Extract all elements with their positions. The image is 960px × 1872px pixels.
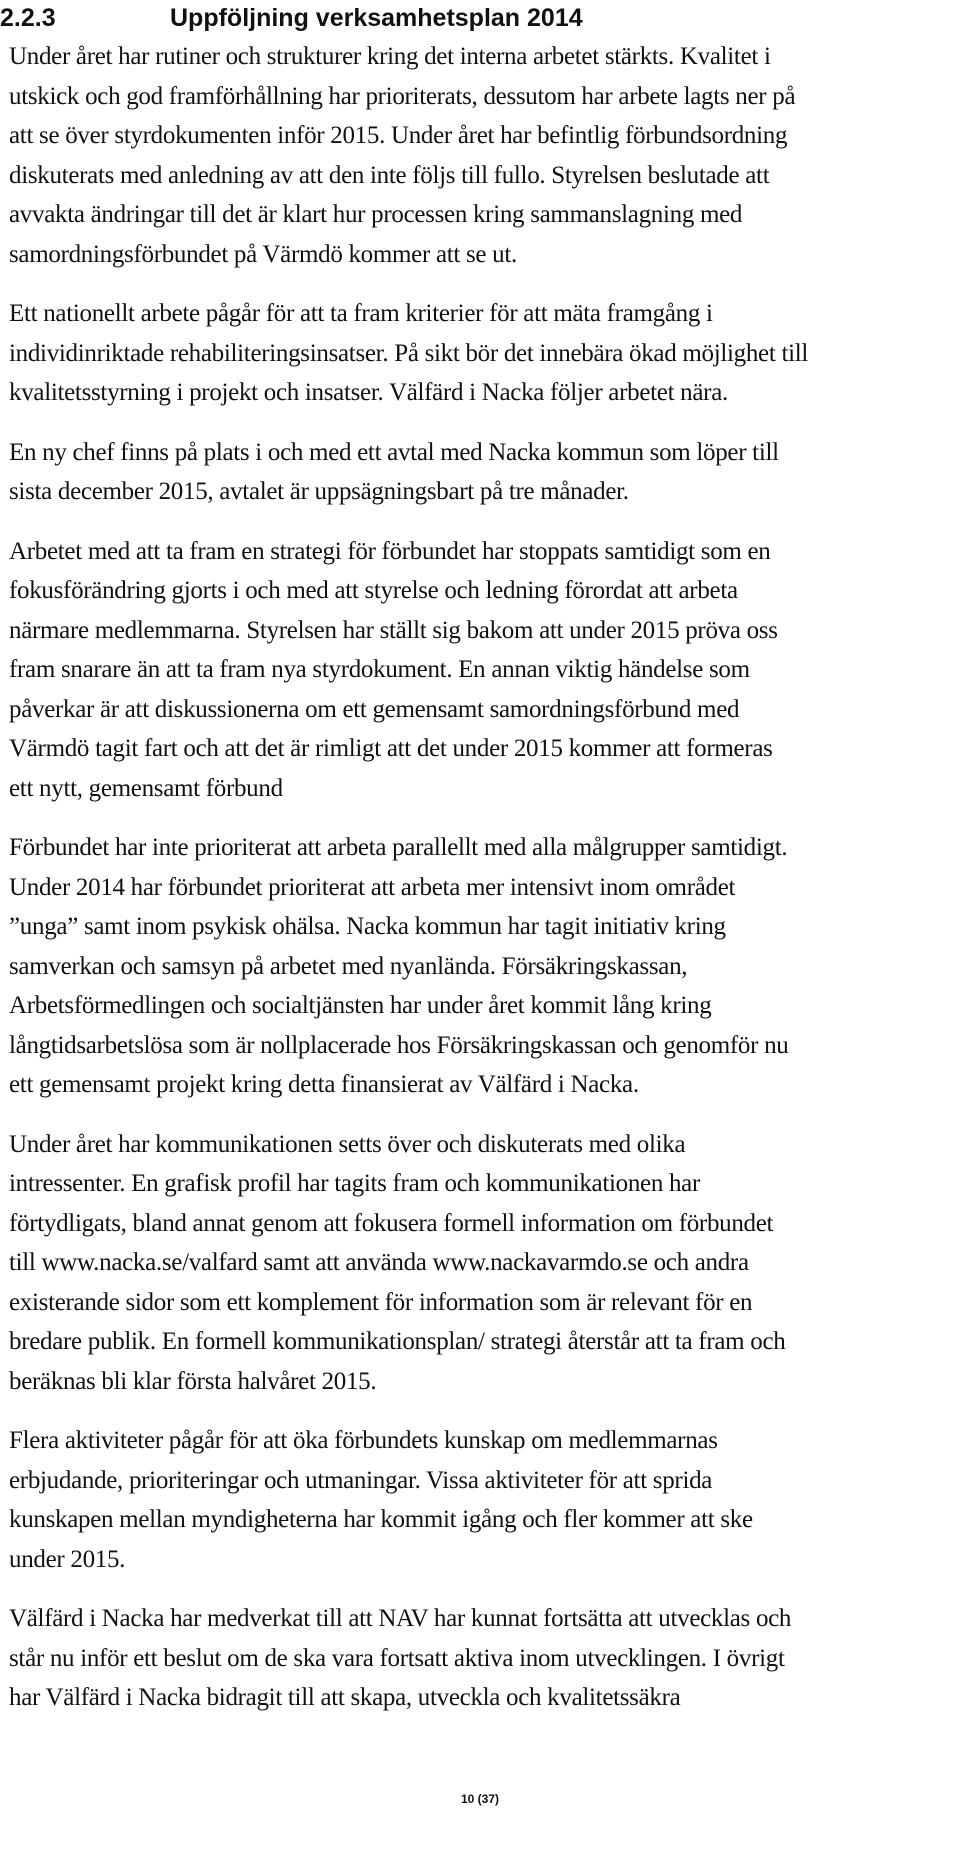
text-line: En ny chef finns på plats i och med ett avtal med Nacka kommun som löper till <box>9 438 779 466</box>
text-line: långtidsarbetslösa som är nollplacerade hos Försäkringskassan och genomför nu <box>9 1031 789 1059</box>
text-line: avvakta ändringar till det är klart hur processen kring sammanslagning med <box>9 201 743 228</box>
text-line: Flera aktiviteter pågår för att öka förbundets kunskap om medlemmarnas <box>9 1427 718 1454</box>
text-line: diskuterats med anledning av att den inte följs till fullo. Styrelsen beslutade att <box>9 161 770 189</box>
text-line: Under året har kommunikationen setts över och diskuterats med olika <box>9 1130 686 1158</box>
text-line: kvalitetsstyrning i projekt och insatser. Välfärd i Nacka följer arbetet nära. <box>9 379 728 406</box>
paragraph <box>9 294 954 413</box>
paragraph <box>9 37 954 274</box>
body-text <box>9 37 954 1738</box>
text-line: utskick och god framförhållning har prioriterats, dessutom har arbete lagts ner på <box>9 82 796 110</box>
text-line: påverkar är att diskussionerna om ett gemensamt samordningsförbund med <box>9 695 740 723</box>
paragraph <box>9 828 954 1105</box>
text-line: har Välfärd i Nacka bidragit till att skapa, utveckla och kvalitetssäkra <box>9 1684 681 1711</box>
paragraph <box>9 1599 954 1718</box>
text-line: står nu inför ett beslut om de ska vara fortsatt aktiva inom utvecklingen. I övrigt <box>9 1644 785 1672</box>
text-line: samverkan och samsyn på arbetet med nyanlända. Försäkringskassan, <box>9 952 688 980</box>
text-line: att se över styrdokumenten inför 2015. Under året har befintlig förbundsordning <box>9 122 788 149</box>
text-line: ett gemensamt projekt kring detta finansierat av Välfärd i Nacka. <box>9 1071 639 1098</box>
text-line: Arbetsförmedlingen och socialtjänsten har under året kommit lång kring <box>9 992 712 1019</box>
text-line: individinriktade rehabiliteringsinsatser. På sikt bör det innebära ökad möjlighet till <box>9 339 809 367</box>
text-line: Under året har rutiner och strukturer kring det interna arbetet stärkts. Kvalitet i <box>9 43 771 70</box>
text-line: fokusförändring gjorts i och med att styrelse och ledning förordat att arbeta <box>9 577 738 604</box>
text-line: beräknas bli klar första halvåret 2015. <box>9 1367 377 1395</box>
text-line: erbjudande, prioriteringar och utmaningar. Vissa aktiviteter för att sprida <box>9 1466 713 1494</box>
text-line: Arbetet med att ta fram en strategi för förbundet har stoppats samtidigt som en <box>9 537 771 565</box>
text-line: existerande sidor som ett komplement för information som är relevant för en <box>9 1288 753 1316</box>
text-line: närmare medlemmarna. Styrelsen har ställt sig bakom att under 2015 pröva oss <box>9 616 778 644</box>
text-line: Förbundet har inte prioriterat att arbeta parallellt med alla målgrupper samtidigt. <box>9 834 788 861</box>
text-line: fram snarare än att ta fram nya styrdokument. En annan viktig händelse som <box>9 656 750 683</box>
text-line: kunskapen mellan myndigheterna har kommit igång och fler kommer att ske <box>9 1506 753 1533</box>
paragraph <box>9 1125 954 1402</box>
text-line: under 2015. <box>9 1545 126 1573</box>
text-line: bredare publik. En formell kommunikationsplan/ strategi återstår att ta fram och <box>9 1328 786 1355</box>
page-number: 10 (37) <box>460 1792 500 1806</box>
paragraph <box>9 532 954 809</box>
text-line: ”unga” samt inom psykisk ohälsa. Nacka kommun har tagit initiativ kring <box>9 913 726 940</box>
text-line: Ett nationellt arbete pågår för att ta fram kriterier för att mäta framgång i <box>9 300 713 327</box>
section-title: Uppföljning verksamhetsplan 2014 <box>170 4 583 32</box>
section-number: 2.2.3 <box>0 4 56 32</box>
paragraph <box>9 1421 954 1579</box>
text-line: Värmdö tagit fart och att det är rimligt att det under 2015 kommer att formeras <box>9 735 773 762</box>
text-line: samordningsförbundet på Värmdö kommer att se ut. <box>9 240 517 268</box>
text-line: förtydligats, bland annat genom att fokusera formell information om förbundet <box>9 1209 774 1237</box>
text-line: till www.nacka.se/valfard samt att använda www.nackavarmdo.se och andra <box>9 1249 749 1276</box>
text-line: intressenter. En grafisk profil har tagits fram och kommunikationen har <box>9 1170 701 1197</box>
section-heading <box>0 0 583 36</box>
text-line: Välfärd i Nacka har medverkat till att NAV har kunnat fortsätta att utvecklas och <box>9 1605 792 1632</box>
paragraph <box>9 433 954 512</box>
text-line: sista december 2015, avtalet är uppsägningsbart på tre månader. <box>9 478 629 505</box>
text-line: ett nytt, gemensamt förbund <box>9 774 283 802</box>
text-line: Under 2014 har förbundet prioriterat att arbeta mer intensivt inom området <box>9 873 736 901</box>
